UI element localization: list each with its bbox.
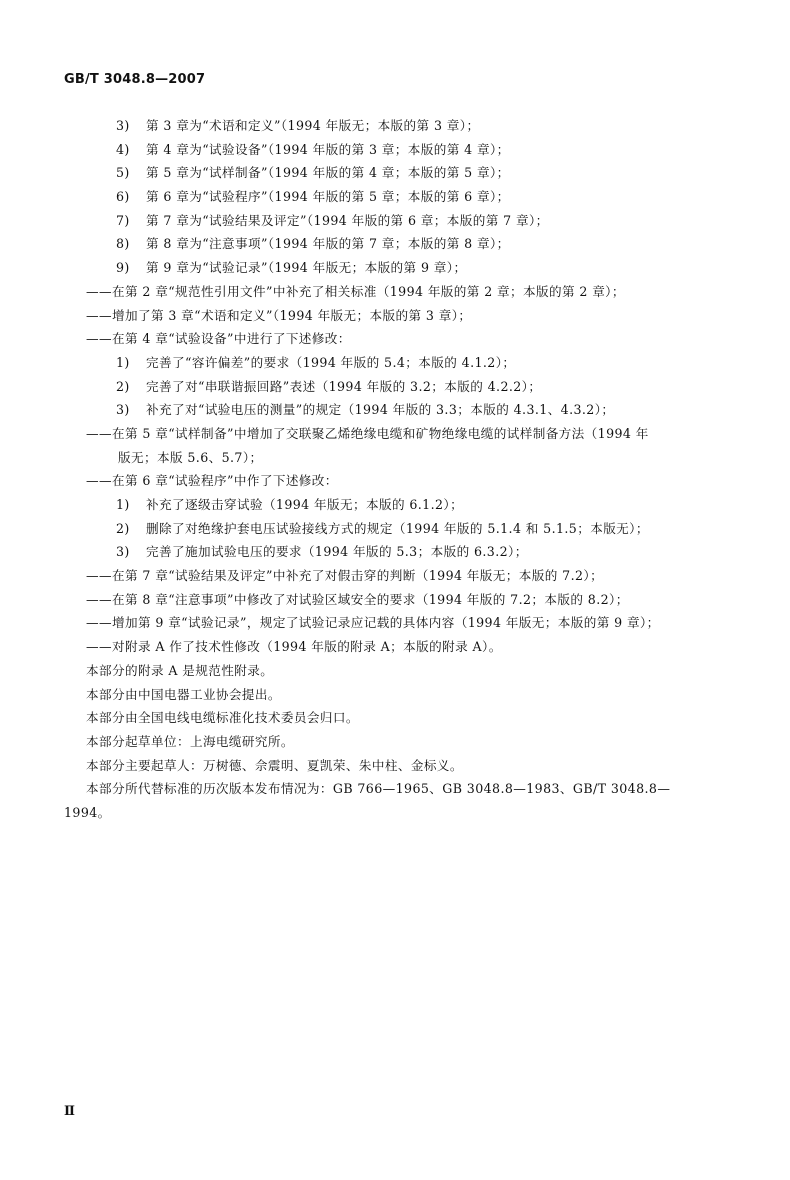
paragraph: 本部分的附录 A 是规范性附录。 — [86, 662, 274, 678]
item-number: 9) — [116, 260, 130, 276]
paragraph: 本部分由全国电线电缆标准化技术委员会归口。 — [86, 710, 359, 726]
item-number: 1) — [116, 354, 130, 370]
item-text: 第 8 章为“注意事项”（1994 年版的第 7 章；本版的第 8 章）； — [146, 236, 510, 252]
page-number: Ⅱ — [64, 1104, 75, 1119]
dash-item: ——对附录 A 作了技术性修改（1994 年版的附录 A；本版的附录 A）。 — [86, 639, 502, 655]
item-text: 第 5 章为“试样制备”（1994 年版的第 4 章；本版的第 5 章）； — [146, 165, 510, 181]
list-item — [0, 161, 790, 185]
dash-item: ——在第 7 章“试验结果及评定”中补充了对假击穿的判断（1994 年版无；本版的 7.2）； — [86, 568, 604, 584]
dash-item-continuation: 版无；本版 5.6、5.7）； — [118, 449, 263, 465]
item-text: 完善了施加试验电压的要求（1994 年版的 5.3；本版的 6.3.2）； — [146, 544, 528, 560]
item-number: 2) — [116, 520, 130, 536]
list-item — [0, 540, 790, 564]
list-item — [0, 256, 790, 280]
paragraph-continuation: 1994。 — [64, 804, 111, 820]
paragraph: 本部分所代替标准的历次版本发布情况为：GB 766—1965、GB 3048.8—1983、GB/T 3048.8— — [86, 781, 671, 797]
paragraph: 本部分由中国电器工业协会提出。 — [86, 686, 281, 702]
paragraph: 本部分起草单位：上海电缆研究所。 — [86, 733, 294, 749]
list-item — [0, 493, 790, 517]
list-item — [0, 114, 790, 138]
dash-item: ——在第 5 章“试样制备”中增加了交联聚乙烯绝缘电缆和矿物绝缘电缆的试样制备方法（1994 年 — [86, 425, 649, 441]
list-item — [0, 232, 790, 256]
foreword-body — [0, 114, 790, 825]
dash-item: ——在第 2 章“规范性引用文件”中补充了相关标准（1994 年版的第 2 章；本版的第 2 章）； — [86, 283, 625, 299]
item-text: 第 6 章为“试验程序”（1994 年版的第 5 章；本版的第 6 章）； — [146, 189, 510, 205]
item-text: 第 7 章为“试验结果及评定”（1994 年版的第 6 章；本版的第 7 章）； — [146, 212, 549, 228]
item-number: 3) — [116, 118, 130, 133]
dash-item: ——增加第 9 章“试验记录”，规定了试验记录应记载的具体内容（1994 年版无；本版的第 9 章）； — [86, 615, 660, 631]
item-text: 第 3 章为“术语和定义”（1994 年版无；本版的第 3 章）； — [146, 118, 480, 133]
item-number: 6) — [116, 189, 130, 205]
item-number: 4) — [116, 141, 130, 157]
item-text: 补充了对“试验电压的测量”的规定（1994 年版的 3.3；本版的 4.3.1、4.3.2）； — [146, 402, 615, 418]
list-item — [0, 138, 790, 162]
item-text: 删除了对绝缘护套电压试验接线方式的规定（1994 年版的 5.1.4 和 5.1.5；本版无）； — [146, 520, 649, 536]
dash-item: ——在第 6 章“试验程序”中作了下述修改： — [86, 473, 338, 489]
item-number: 2) — [116, 378, 130, 394]
item-text: 第 4 章为“试验设备”（1994 年版的第 3 章；本版的第 4 章）； — [146, 141, 510, 157]
item-text: 完善了对“串联谐振回路”表述（1994 年版的 3.2；本版的 4.2.2）； — [146, 378, 542, 394]
list-item — [0, 351, 790, 375]
dash-item: ——在第 4 章“试验设备”中进行了下述修改： — [86, 331, 351, 347]
list-item — [0, 185, 790, 209]
item-number: 5) — [116, 165, 130, 181]
item-text: 补充了逐级击穿试验（1994 年版无；本版的 6.1.2）； — [146, 497, 464, 512]
item-number: 1) — [116, 497, 130, 512]
item-text: 第 9 章为“试验记录”（1994 年版无；本版的第 9 章）； — [146, 260, 467, 276]
list-item — [0, 517, 790, 541]
paragraph: 本部分主要起草人：万树德、佘震明、夏凯荣、朱中柱、金标义。 — [86, 757, 463, 773]
item-number: 8) — [116, 236, 130, 252]
document-number: GB/T 3048.8—2007 — [64, 72, 206, 87]
item-number: 7) — [116, 212, 130, 228]
dash-item: ——增加了第 3 章“术语和定义”（1994 年版无；本版的第 3 章）； — [86, 307, 472, 323]
list-item — [0, 398, 790, 422]
item-text: 完善了“容许偏差”的要求（1994 年版的 5.4；本版的 4.1.2）； — [146, 354, 516, 370]
dash-item: ——在第 8 章“注意事项”中修改了对试验区域安全的要求（1994 年版的 7.2；本版的 8.2）； — [86, 591, 629, 607]
item-number: 3) — [116, 402, 130, 418]
item-number: 3) — [116, 544, 130, 560]
list-item — [0, 209, 790, 233]
list-item — [0, 375, 790, 399]
